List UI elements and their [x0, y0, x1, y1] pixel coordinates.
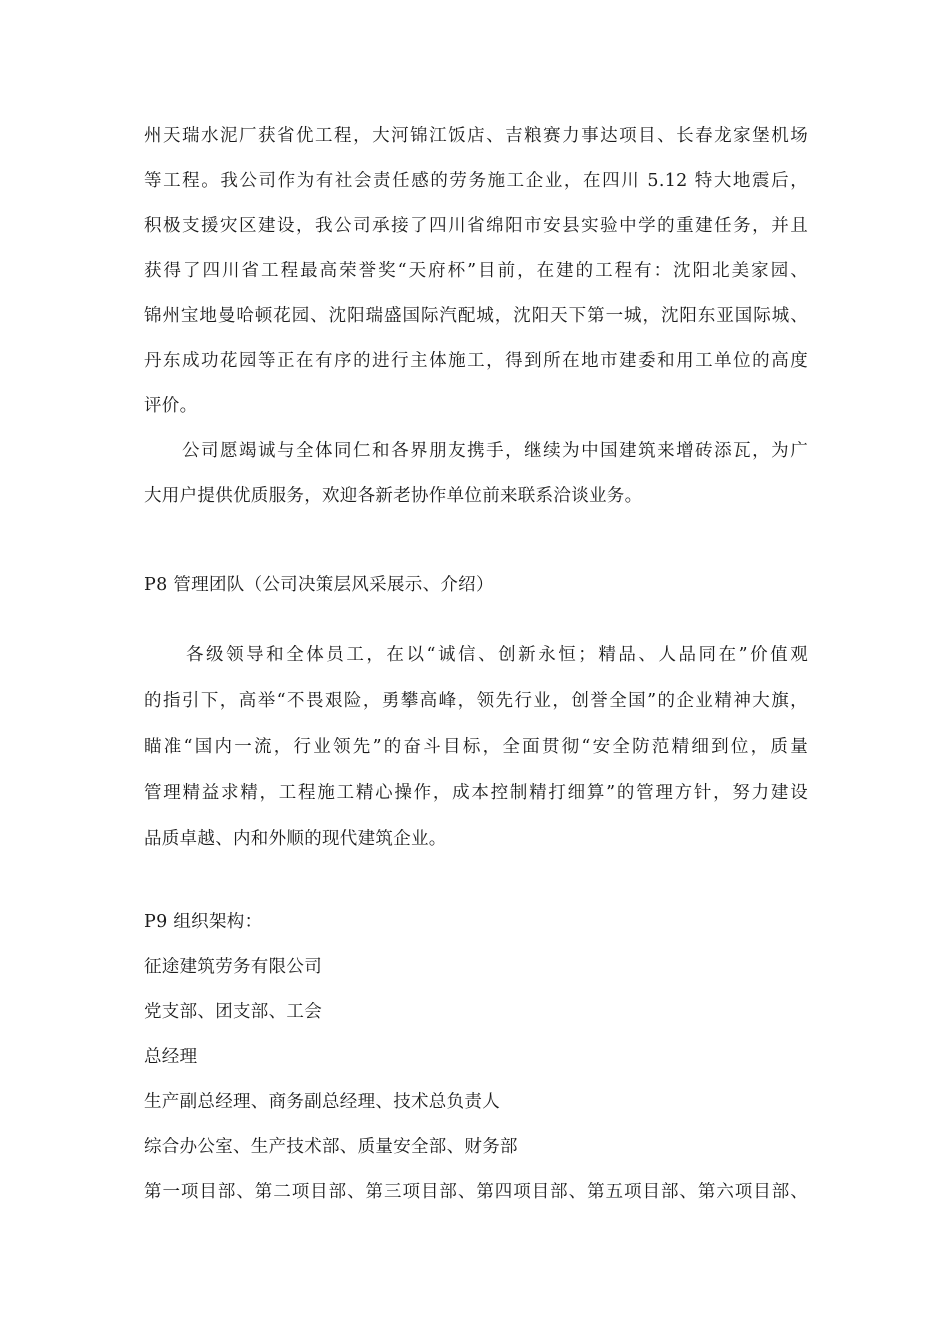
list-item: 综合办公室、生产技术部、质量安全部、财务部 — [144, 1137, 518, 1157]
text-line: 等工程。我公司作为有社会责任感的劳务施工企业，在四川 5.12 特大地震后， — [144, 171, 808, 191]
text-line: 各级领导和全体员工，在以“诚信、创新永恒；精品、人品同在”价值观 — [186, 645, 808, 665]
text-line: 公司愿竭诚与全体同仁和各界朋友携手，继续为中国建筑来增砖添瓦，为广 — [182, 441, 808, 461]
text-line: 州天瑞水泥厂获省优工程，大河锦江饭店、吉粮赛力事达项目、长春龙家堡机场 — [144, 126, 808, 146]
section-heading-p9: P9 组织架构： — [144, 912, 263, 932]
list-item: 党支部、团支部、工会 — [144, 1002, 322, 1022]
section-heading-p8: P8 管理团队（公司决策层风采展示、介绍） — [144, 575, 494, 595]
text-line: 积极支援灾区建设，我公司承接了四川省绵阳市安县实验中学的重建任务，并且 — [144, 216, 808, 236]
text-line: 瞄准“国内一流，行业领先”的奋斗目标，全面贯彻“安全防范精细到位，质量 — [144, 737, 808, 757]
list-item: 生产副总经理、商务副总经理、技术总负责人 — [144, 1092, 500, 1112]
text-line: 大用户提供优质服务，欢迎各新老协作单位前来联系洽谈业务。 — [144, 486, 643, 506]
text-line: 评价。 — [144, 396, 198, 416]
list-item: 第一项目部、第二项目部、第三项目部、第四项目部、第五项目部、第六项目部、 — [144, 1182, 808, 1202]
list-item: 总经理 — [144, 1047, 198, 1067]
text-line: 的指引下，高举“不畏艰险，勇攀高峰，领先行业，创誉全国”的企业精神大旗， — [144, 691, 808, 711]
text-line: 丹东成功花园等正在有序的进行主体施工，得到所在地市建委和用工单位的高度 — [144, 351, 808, 371]
list-item: 征途建筑劳务有限公司 — [144, 957, 322, 977]
text-line: 品质卓越、内和外顺的现代建筑企业。 — [144, 829, 447, 849]
text-line: 管理精益求精，工程施工精心操作，成本控制精打细算”的管理方针，努力建设 — [144, 783, 808, 803]
text-line: 获得了四川省工程最高荣誉奖“天府杯”目前，在建的工程有：沈阳北美家园、 — [144, 261, 808, 281]
text-line: 锦州宝地曼哈顿花园、沈阳瑞盛国际汽配城，沈阳天下第一城，沈阳东亚国际城、 — [144, 306, 808, 326]
